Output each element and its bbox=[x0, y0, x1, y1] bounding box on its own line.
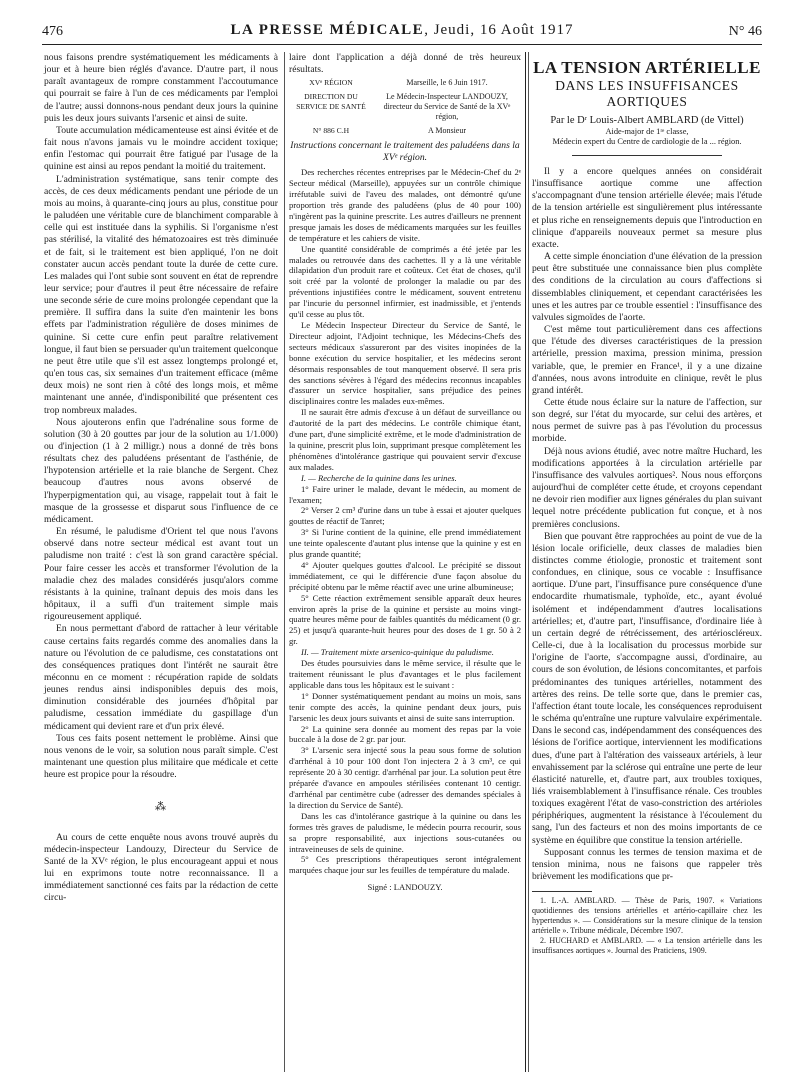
circular-title: Instructions concernant le traitement des paludéens dans la XVᵉ région. bbox=[290, 140, 520, 163]
paragraph: Bien que pouvant être rapprochées au point de vue de la lésion locale orificielle, deux classes de maladies bien distinctes comme étiologie, pronostic et traitement sont confondues, en clinique, sous ce vocable : Insuffisance aortique. D'une part, l'insuffisance pure conséquence d'une endocardite rhumatismale, typhoïde, etc., ayant évolué isolément et indépendamment d'autres localisations artérielles; et, d'autre part, l'insuffisance, d'ordinaire liée à un certain degré de rétrécissement, des artérioscléreux. Celle-ci, due à la localisation du processus morbide sur l'origine de l'aorte, s'accompagne aussi, d'ordinaire, au cours de son évolution, de lésions concomitantes, et parfois prédominantes des tuniques artérielles, notamment des artères des reins. De telle sorte que, dans le premier cas, l'affection étant toute locale, les conséquences reproduisent le schéma qu'entraîne une rupture valvulaire expérimentale. Dans le second cas, indépendamment des conséquences des lésions de l'orifice aortique, interviennent les modifications dues, d'une part à l'altération des vaisseaux artériels, à leur envahissement par la sclérose qui entraîne une perte de leur élasticité naturelle, et, d'autre part, aux troubles toxiques, liés vraisemblablement à l'insuffisance rénale. Ces troubles toxiques exagèrent l'état de vaso-constriction des artérioles périphériques, augmentent la résistance à l'écoulement du sang, l'un des facteurs et non des moins importants de ce système en équilibre que constitue la tension artérielle. bbox=[532, 530, 762, 846]
paragraph: Une quantité considérable de comprimés a été jetée par les malades ou retrouvée dans des cachettes. Il y a là une véritable dilapidation d'un produit rare et coûteux. Cet état de choses, qu'il soit créé par la volonté de prolonger la maladie ou par des préventions injustifiées contre le médicament, souvent entretenu par l'incurie du personnel infirmier, est inadmissible, et j'entends qu'il cesse au plus tôt. bbox=[289, 243, 521, 320]
paragraph: Au cours de cette enquête nous avons trouvé auprès du médecin-inspecteur Landouzy, Directeur du Service de Santé de la XVᵉ région, le plus encourageant appui et nous lui en exprimons toute notre reconnaissance. Il a immédiatement sanctionné ces faits par la rédaction de cette circu- bbox=[44, 831, 278, 904]
paragraph: C'est même tout particulièrement dans ces affections que l'étude des diverses caractéristiques de la pression artérielle, pression maxima, pression minima, pression variable, que, le premier en France¹, il y a une dizaine d'années, nous avons introduite en clinique, revêt le plus grand intérêt. bbox=[532, 324, 762, 396]
paragraph: Toute accumulation médicamenteuse est ainsi évitée et de fait nous n'avons jamais vu le moindre accident toxique; enfin l'estomac qui pourrait être fatigué par l'usage de la quinine est ainsi au repos pendant la moitié du traitement. bbox=[44, 124, 278, 173]
signature: Signé : LANDOUZY. bbox=[367, 882, 443, 893]
list-item: 4° Ajouter quelques gouttes d'alcool. Le précipité se dissout immédiatement, ce qui le différencie d'une façon absolue du précipité obtenu par le même réactif avec une urine albumineuse; bbox=[289, 559, 521, 592]
list-item: 2° Verser 2 cm³ d'urine dans un tube à essai et ajouter quelques gouttes de réactif de Tanret; bbox=[289, 505, 521, 527]
author-rank: Aide-major de 1ʳᵉ classe, bbox=[605, 127, 689, 136]
region-label: XVᵉ RÉGION bbox=[309, 78, 353, 88]
masthead bbox=[42, 22, 762, 39]
page-number: 476 bbox=[42, 24, 63, 39]
journal-title: LA PRESSE MÉDICALE bbox=[230, 22, 425, 38]
paragraph: En nous permettant d'abord de rattacher à leur véritable cause certains faits regardés comme des anomalies dans la nature ou l'évolution de ce paludisme, ces constatations ont des conséquences pratiques dont l'intérêt ne saurait être méconnu en ce moment : récupération rapide de soldats jeunes rendus ainsi indisponibles depuis des mois, diminution considérable des journées d'hôpital par paludisme, cessation immédiate du gaspillage d'un médicament qui devient rare et d'un prix élevé. bbox=[44, 623, 278, 732]
paragraph: Cette étude nous éclaire sur la nature de l'affection, sur son degré, sur l'état du myocarde, sur celui des artères, et nous permet de suivre pas à pas l'évolution du processus morbide. bbox=[532, 396, 762, 445]
sender: Le Médecin-Inspecteur LANDOUZY, directeur du Service de Santé de la XVᵉ région, bbox=[383, 92, 511, 122]
footnote: 1. L.-A. AMBLARD. — Thèse de Paris, 1907. « Variations quotidiennes des tensions artérielles et artério-capillaire chez les hypertendus ». — Considérations sur la mesure clinique de la tension artérielle ». Tribune médicale, Décembre 1907. bbox=[532, 896, 762, 936]
direction-label: DIRECTION DU SERVICE DE SANTÉ bbox=[296, 92, 366, 112]
issue-number: N° 46 bbox=[728, 24, 762, 39]
footnote-rule bbox=[532, 891, 592, 892]
paragraph: Le Médecin Inspecteur Directeur du Service de Santé, le Directeur adjoint, l'Adjoint technique, les Médecins-Chefs des secteurs médicaux s'assureront par des visites inopinées de la bonne exécution du service hospitalier, et les médecins seront désormais responsables de tout manquement observé. Il sera pris des sanctions sévères à l'égard des médecins reconnus incapables d'assurer un service hospitalier, sans préjudice des peines disciplinaires contre les malades eux-mêmes. bbox=[289, 320, 521, 407]
article-divider-inner bbox=[528, 52, 529, 1072]
byline: Par le Dʳ Louis-Albert AMBLARD (de Vittel) bbox=[550, 115, 744, 126]
title-rule bbox=[572, 155, 722, 156]
column-2 bbox=[289, 52, 521, 893]
footnote: 2. HUCHARD et AMBLARD. — « La tension artérielle dans les insuffisances aortiques ». Journal des Praticiens, 1909. bbox=[532, 936, 762, 956]
asterism: ⁂ bbox=[155, 801, 167, 814]
paragraph: laire dont l'application a déjà donné de très heureux résultats. bbox=[289, 52, 521, 76]
column-1 bbox=[44, 52, 278, 904]
list-item: 3° Si l'urine contient de la quinine, elle prend immédiatement une teinte opalescente d'autant plus intense que la quinine y est en plus grande quantité; bbox=[289, 527, 521, 560]
paragraph: L'administration systématique, sans tenir compte des accès, de ces deux médicaments pendant une période de un mois au moins, à quarante-cinq jours au plus, constitue pour le paludéen une véritable cure de blanchiment comparable à celle qui est instituée dans la syphilis. Si l'organisme n'est pas stérilisé, la vitalité des hématozoaires est très diminuée et de fait, si le traitement est bien appliqué, l'on ne doit constater aucun accès pendant toute la durée de cette cure. Les malades qui l'ont subie sont souvent en état de reprendre leur service; pour d'autres il peut être nécessaire de refaire une seconde série de cure moins prolongée cependant que la première. Il suffira dans la suite d'en maintenir les bons effets par l'administration régulière de doses minimes de quinine. Si cette cure enfin peut paraître relativement longue, il faut bien se persuader qu'un traitement quelconque ne peut être utile que s'il est assez longtemps prolongé et, qu'en tous cas, six semaines d'un traitement efficace (même deux mois) ne sont rien à côté des longs mois, et même maintenant une année, d'indisponibilité que présentent ces trop nombreux malades. bbox=[44, 173, 278, 416]
paragraph: Supposant connus les termes de tension maxima et de tension minima, nous ne faisons que rappeler très brièvement les modifications que pr- bbox=[532, 846, 762, 883]
paragraph: A cette simple énonciation d'une élévation de la pression peut être substituée une connaissance bien plus complète des conditions de la circulation au cours d'affections si dissemblables cliniquement, et cependant caractérisées les unes et les autres par ce trouble essentiel : l'insuffisance des valvules sigmoïdes de l'aorte. bbox=[532, 251, 762, 323]
paragraph: En résumé, le paludisme d'Orient tel que nous l'avons observé dans notre secteur médical est avant tout un paludisme non traité : c'est là son grand caractère spécial. Pour faire cesser les accès et transformer l'évolution de la maladie chez des malades considérés jusqu'alors comme résistants à la quinine, traînant depuis des mois dans les hôpitaux, il a suffi d'un traitement simple mais rigoureusement appliqué. bbox=[44, 526, 278, 623]
paragraph: Dans les cas d'intolérance gastrique à la quinine ou dans les formes très graves de paludisme, le médecin pourra recourir, sous sa propre responsabilité, aux injections sous-cutanées ou intraveineuses de sels de quinine. bbox=[289, 810, 521, 854]
article-subtitle: DANS LES INSUFFISANCES AORTIQUES bbox=[555, 78, 739, 109]
reference-number: N° 886 C.H bbox=[312, 126, 350, 136]
list-item: 3° L'arsenic sera injecté sous la peau sous forme de solution d'arrhénal à 10 pour 100 dont l'on injectera 2 à 3 cm³, ce qui représente 20 à 30 centigr. d'arrhénal par jour. La solution peut être préparée d'avance en ampoules stérilisées contenant 10 centigr. d'arrhénal par centimètre cube (adresser des demandes spéciales à la direction du Service de Santé). bbox=[289, 745, 521, 810]
list-item: 5° Ces prescriptions thérapeutiques seront intégralement marquées chaque jour sur les feuilles de température du malade. bbox=[289, 854, 521, 876]
list-item: 2° La quinine sera donnée au moment des repas par la voie buccale à la dose de 2 gr. par jour. bbox=[289, 723, 521, 745]
letterhead-sender bbox=[289, 92, 521, 122]
paragraph: Déjà nous avions étudié, avec notre maître Huchard, les modifications apportées à la circulation artérielle par l'insuffisance des valvules aortiques². Nous nous efforçons aujourd'hui de compléter cette étude, et croyons cependant ne devoir rien modifier aux lignes générales du plan suivant lequel notre précédente publication fut conçue, et à nos premières conclusions. bbox=[532, 445, 762, 530]
list-item: 5° Cette réaction extrêmement sensible apparaît deux heures environ après la prise de la quinine et persiste au moins vingt-quatre heures même pour de faibles quantités du médicament (0 gr. 25) et jusqu'à quarante-huit heures pour des doses de 1 gr. 50 à 2 gr. bbox=[289, 592, 521, 647]
article-divider bbox=[525, 52, 526, 1072]
section-heading: I. — Recherche de la quinine dans les urines. bbox=[301, 472, 457, 483]
recipient: A Monsieur bbox=[428, 126, 466, 136]
running-header bbox=[42, 22, 762, 45]
paragraph: Tous ces faits posent nettement le problème. Ainsi que nous venons de le voir, sa solution nous paraît simple. C'est maintenant une question plus militaire que médicale et cette heure est propice pour la résoudre. bbox=[44, 732, 278, 781]
paragraph: Il ne saurait être admis d'excuse à un défaut de surveillance ou d'autorité de la part des médecins. Le contrôle chimique étant, d'une part, d'une simplicité extrême, et le mode d'administration de la quinine, prescrit plus loin, supprimant presque complètement les phénomènes d'intolérance gastrique qui pouvaient servir d'excuse aux malades. bbox=[289, 407, 521, 472]
issue-date: , Jeudi, 16 Août 1917 bbox=[424, 22, 574, 38]
column-3 bbox=[532, 52, 762, 956]
letterhead-ref bbox=[289, 126, 521, 136]
paragraph: nous faisons prendre systématiquement les médicaments à jour et à heure bien réglés d'avance. D'autre part, il nous paraît avantageux de rompre constamment l'accoutumance qui pourrait se faire à l'un de ces médicaments par l'emploi de l'autre; aussi donnons-nous pendant deux jours la quinine puis les deux jours suivants l'arsenic et ainsi de suite. bbox=[44, 52, 278, 124]
circular-body bbox=[289, 167, 521, 893]
author-affiliation: Médecin expert du Centre de cardiologie de la ... région. bbox=[552, 137, 742, 146]
article-title: LA TENSION ARTÉRIELLE bbox=[533, 58, 761, 77]
list-item: 1° Faire uriner le malade, devant le médecin, au moment de l'examen; bbox=[289, 483, 521, 505]
paragraph: Des recherches récentes entreprises par le Médecin-Chef du 2ᵉ Secteur médical (Marseille), appuyées sur un contrôle chimique irréfutable suivi de l'aveu des malades, ont démontré qu'une proportion très grande des paludéens (plus de 40 pour 100) n'ingèrent pas la quinine prescrite. Les autres d'ailleurs ne prennent presque jamais les doses de médicaments marquées sur les feuilles de température et les cahiers de visite. bbox=[289, 167, 521, 243]
place-date: Marseille, le 6 Juin 1917. bbox=[406, 78, 488, 88]
column-divider bbox=[284, 52, 285, 1072]
letterhead bbox=[289, 78, 521, 88]
list-item: 1° Donner systématiquement pendant au moins un mois, sans tenir compte des accès, la quinine pendant deux jours, puis l'arsenic les deux jours suivants et ainsi de suite sans interruption. bbox=[289, 690, 521, 723]
section-heading: II. — Traitement mixte arsenico-quinique du paludisme. bbox=[301, 647, 494, 658]
paragraph: Il y a encore quelques années on considérait l'insuffisance aortique comme une affection s'accompagnant d'une tension artérielle élevée; mais l'étude de la tension artérielle est singulièrement plus intéressante et plus riche en renseignements depuis que l'introduction en clinique d'appareils nouveaux permet sa mesure plus exacte. bbox=[532, 166, 762, 250]
paragraph: Des études poursuivies dans le même service, il résulte que le traitement réunissant le plus d'avantages et le plus facilement applicable dans tous les hôpitaux est le suivant : bbox=[289, 658, 521, 690]
paragraph: Nous ajouterons enfin que l'adrénaline sous forme de solution (30 à 20 gouttes par jour de la solution au 1/1.000) ou d'injection (1 à 2 milligr.) nous a donné de très bons résultats chez des paludéens présentant de l'asthénie, de l'hypotension artérielle et la raie blanche de Sergent. Chez beaucoup d'autres nous avons observé de l'hyperpigmentation qui, au visage, rappelait tout à fait le masque de la grossesse et disparut sous l'influence de ce médicament. bbox=[44, 416, 278, 525]
